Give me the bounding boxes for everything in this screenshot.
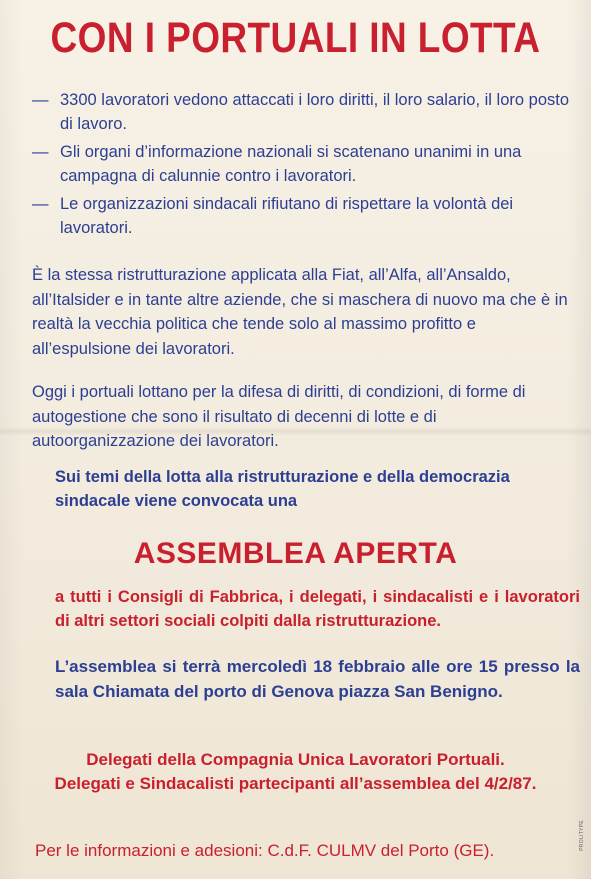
paragraph-restructuring: È la stessa ristrutturazione applicata alla Fiat, all’Alfa, all’Ansaldo, all’Italsider e in tante altre aziende, che si maschera di nuovo ma che è in realtà la vecchia politica che tende solo al massimo profitto e all’espulsione dei lavoratori. (32, 266, 568, 358)
signatory-line: Delegati della Compagnia Unica Lavoratori Portuali. (86, 750, 505, 769)
contact-info: Per le informazioni e adesioni: C.d.F. CULMV del Porto (GE). (35, 841, 495, 860)
convocation-text: Sui temi della lotta alla ristrutturazione e della democrazia sindacale viene convocata una (55, 468, 510, 510)
bullet-list (32, 88, 572, 244)
bullet-text: Gli organi d’informazione nazionali si scatenano unanimi in una campagna di calunnie contro i lavoratori. (60, 143, 522, 185)
printer-mark: PROLITYPE (579, 820, 585, 851)
meeting-details: L’assemblea si terrà mercoledì 18 febbraio alle ore 15 presso la sala Chiamata del porto di Genova piazza San Benigno. (55, 657, 580, 701)
bullet-item (32, 140, 572, 188)
signatory-line: Delegati e Sindacalisti partecipanti all’assemblea del 4/2/87. (54, 774, 537, 793)
signatories (0, 748, 591, 796)
bullet-dash: — (32, 195, 49, 213)
bullet-item (32, 88, 572, 136)
bullet-dash: — (32, 143, 49, 161)
poster-title: CON I PORTUALI IN LOTTA (50, 14, 541, 62)
assembly-heading: ASSEMBLEA APERTA (133, 537, 458, 570)
bullet-item (32, 192, 572, 240)
invitees-text: a tutti i Consigli di Fabbrica, i delegati, i sindacalisti e i lavoratori di altri settori sociali colpiti dalla ristrutturazione. (55, 588, 580, 630)
bullet-text: Le organizzazioni sindacali rifiutano di rispettare la volontà dei lavoratori. (60, 195, 514, 237)
bullet-dash: — (32, 91, 49, 109)
bullet-text: 3300 lavoratori vedono attaccati i loro diritti, il loro salario, il loro posto di lavoro. (60, 91, 570, 133)
paragraph-dockworkers: Oggi i portuali lottano per la difesa di diritti, di condizioni, di forme di autogestione che sono il risultato di decenni di lotte e di autoorganizzazione dei lavoratori. (32, 383, 526, 450)
